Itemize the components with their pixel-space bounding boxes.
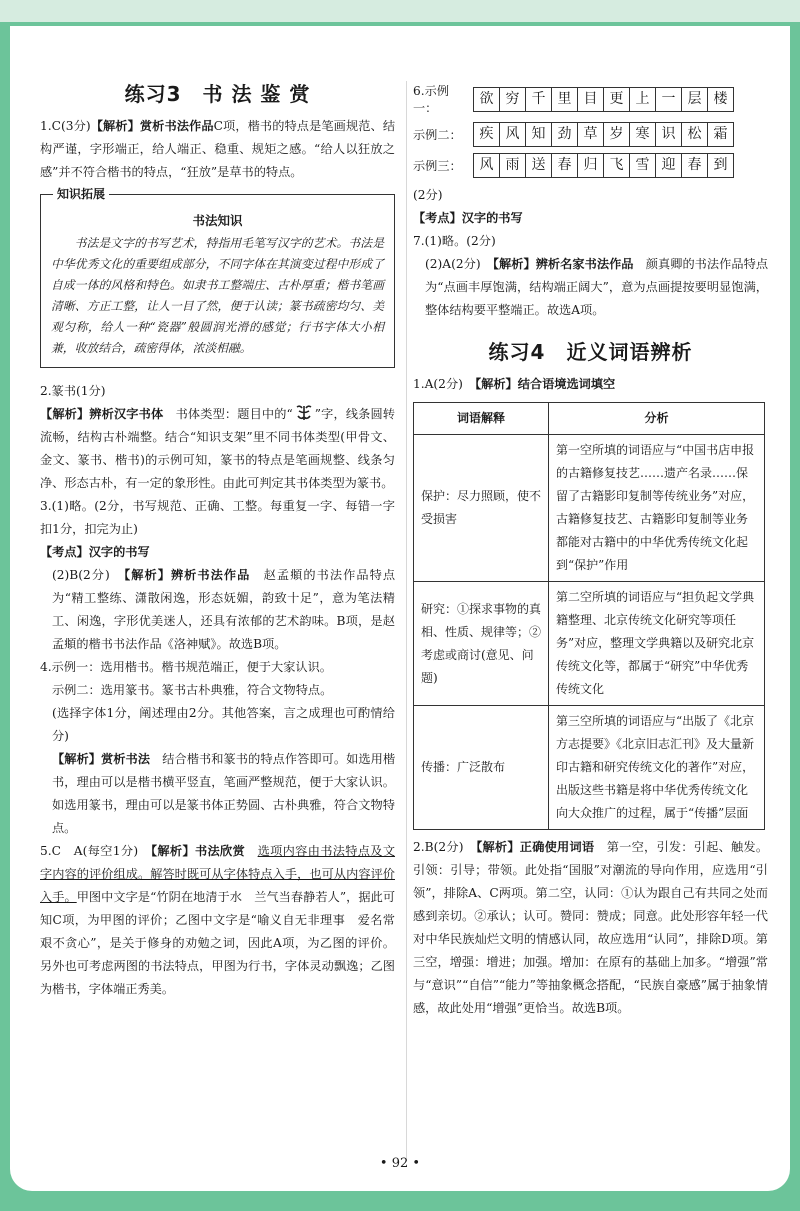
- knowledge-box-title: 书法知识: [192, 213, 243, 228]
- answer-5: [40, 840, 395, 1001]
- answer-7-2-text: 颜真卿的书法作品特点为“点画丰厚饱满，结构端正阔大”，意为点画提按要明显饱满，整体结构要平整端正。故选A项。: [425, 257, 769, 317]
- grid-cell: 穷: [499, 88, 525, 111]
- seal-script-character-icon: [293, 404, 315, 422]
- grid-cell: 霜: [707, 123, 733, 146]
- grid-cell: 松: [681, 123, 707, 146]
- ex4-answer-2: [413, 836, 768, 1020]
- answer-6-kaodian: 【考点】汉字的书写: [413, 211, 523, 225]
- grid-cell: 归: [577, 154, 603, 177]
- answer-4-analysis: [40, 748, 395, 840]
- example-1-label: 6.示例一：: [413, 84, 450, 115]
- table-cell-analysis: 第一空所填的词语应与“中国书店申报的古籍修复技艺……遗产名录……保留了古籍影印复制等传统业务”对应，古籍修复技艺、古籍影印复制等业务都能对古籍中的中华优秀传统文化起到“保护”作用: [549, 435, 765, 582]
- ex4-answer-1: [413, 373, 768, 396]
- grid-cell: 雨: [499, 154, 525, 177]
- grid-cell: 寒: [629, 123, 655, 146]
- exercise-4-title: 练习4 近义词语辨析: [488, 340, 693, 364]
- grid-cell: 欲: [479, 90, 494, 107]
- answer-1-text: C项，楷书的特点是笔画规范、结构严谨，字形端正，给人端正、稳重、规矩之感。“给人以狂放之感”并不符合楷书的特点，“狂放”是草书的特点。: [40, 119, 396, 179]
- example-1-grid: [473, 87, 734, 112]
- example-3-label: 示例三：: [413, 159, 462, 173]
- grid-cell: 层: [681, 88, 707, 111]
- answer-1: [40, 115, 395, 184]
- answer-1-num: 1.C(3分): [40, 119, 91, 133]
- table-cell-word: 传播：广泛散布: [414, 706, 549, 830]
- document-page: [10, 26, 790, 1191]
- grid-cell: 风: [499, 123, 525, 146]
- grid-cell: 草: [577, 123, 603, 146]
- table-cell-analysis: 第三空所填的词语应与“出版了《北京方志提要》《北京旧志汇刊》及大量新印古籍和研究传统文化的著作”对应，出版这些书籍是将中华优秀传统文化向大众推广的过程，属于“传播”层面: [549, 706, 765, 830]
- grid-cell: 春: [551, 154, 577, 177]
- left-column: [40, 78, 395, 1001]
- answer-4-line1: 4.示例一：选用楷书。楷书规范端正，便于大家认识。: [40, 660, 332, 674]
- answer-2-num: 2.篆书(1分): [40, 384, 106, 398]
- answer-4-line3: (选择字体1分，阐述理由2分。其他答案，言之成理也可酌情给分): [52, 706, 395, 743]
- answer-5-underlined: 选项内容由书法特点及文字内容的评价组成。解答时既可从字体特点入手，也可从内容评价入手。: [40, 844, 396, 904]
- top-band: [0, 0, 800, 22]
- example-2-label: 示例二：: [413, 128, 462, 142]
- grid-cell: 雪: [629, 154, 655, 177]
- answer-3-2: [40, 564, 395, 656]
- answer-4-text: 结合楷书和篆书的特点作答即可。如选用楷书，理由可以是楷书横平竖直，笔画严整规范，便于大家认识。如选用篆书，理由可以是篆书体正势圆、古朴典雅，符合文物特点。: [52, 752, 396, 835]
- grid-cell: 飞: [603, 154, 629, 177]
- answer-3-2-tag: 【解析】辨析书法作品: [124, 568, 251, 582]
- knowledge-box-text: 书法是文字的书写艺术，特指用毛笔写汉字的艺术。书法是中华优秀文化的重要组成部分，不同字体在其演变过程中形成了自成一体的风格和特色。如隶书工整端庄、古朴厚重；楷书笔画清晰、方正工整，让人一目了然，便于认读；篆书疏密均匀、美观匀称，给人一种“瓷器”般圆润光滑的感觉；行书字体大小相兼，收放结合，疏密得体，浓淡相融。: [51, 236, 384, 355]
- example-row-2: [413, 122, 768, 147]
- answer-2: [40, 403, 395, 495]
- example-3-grid: [473, 153, 734, 178]
- answer-5-num: 5.C A(每空1分): [40, 844, 139, 858]
- answer-5-tag: 【解析】书法欣赏: [150, 844, 246, 858]
- column-divider: [406, 81, 407, 1161]
- example-row-3: [413, 153, 768, 178]
- answer-7-2-tag: 【解析】辨析名家书法作品: [492, 257, 634, 271]
- answer-3-2-num: (2)B(2分): [52, 568, 110, 582]
- answer-3-2-text: 赵孟頫的书法作品特点为“精工整练、潇散闲逸，形态妩媚，韵致十足”，意为笔法精工、闲逸，字形优美迷人，还具有浓郁的艺术韵味。B项，是赵孟頫的楷书书法作品《洛神赋》。故选B项。: [52, 568, 396, 651]
- grid-cell: 送: [525, 154, 551, 177]
- example-2-grid: [473, 122, 734, 147]
- ex4-answer-2-tag: 【解析】正确使用词语: [476, 840, 595, 854]
- table-header-row: [414, 403, 765, 435]
- grid-cell: 识: [655, 123, 681, 146]
- grid-cell: 一: [655, 88, 681, 111]
- ex4-answer-1-num: 1.A(2分): [413, 377, 463, 391]
- grid-cell: 岁: [603, 123, 629, 146]
- answer-7-1: 7.(1)略。(2分): [413, 234, 496, 248]
- exercise-3-title: 练习3 书 法 鉴 赏: [124, 82, 311, 106]
- answer-6-score: (2分): [413, 188, 443, 202]
- example-row-1: [413, 82, 768, 116]
- ex4-answer-2-text: 第一空，引发：引起、触发。引领：引导；带领。此处指“国服”对潮流的导向作用，应选用“引领”，排除A、C两项。第二空，认同：①认为跟自己有共同之处而感到亲切。②承认；认可。赞同：赞成；同意。此处形容年轻一代对中华民族灿烂文明的情感认同，故应选用“认同”，排除D项。第三空，增强：增进；加强。增加：在原有的基础上加多。“增强”常与“意识”“自信”“能力”等抽象概念搭配，“民族自豪感”属于抽象情感，故此处用“增强”更恰当。故选B项。: [413, 840, 769, 1015]
- table-cell-word: 保护：尽力照顾，使不受损害: [414, 435, 549, 582]
- answer-7-2: [413, 253, 768, 322]
- grid-cell: 里: [551, 88, 577, 111]
- table-row: [414, 582, 765, 706]
- ex4-answer-2-num: 2.B(2分): [413, 840, 464, 854]
- right-column: [413, 82, 768, 1020]
- knowledge-box: [40, 187, 395, 368]
- table-cell-word: 研究：①探求事物的真相、性质、规律等；②考虑或商讨(意见、问题): [414, 582, 549, 706]
- grid-cell: 迎: [655, 154, 681, 177]
- analysis-table: [413, 402, 765, 830]
- answer-7-2-num: (2)A(2分): [425, 257, 481, 271]
- grid-cell: 疾: [479, 126, 494, 142]
- answer-3-1: 3.(1)略。(2分，书写规范、正确、工整。每重复一字、每错一字扣1分，扣完为止): [40, 499, 395, 536]
- grid-cell: 上: [629, 88, 655, 111]
- table-row: [414, 435, 765, 582]
- answer-1-tag: 【解析】赏析书法作品: [90, 119, 214, 133]
- grid-cell: 知: [525, 123, 551, 146]
- grid-cell: 劲: [551, 123, 577, 146]
- knowledge-box-label: 知识拓展: [53, 185, 109, 202]
- answer-5-text: 甲图中文字是“竹阴在地清于水 兰气当春静若人”，据此可知C项，为甲图的评价；乙图中文字是“喻义自无非理事 爱名常艰不贪心”，是关于修身的劝勉之词，因此A项，为乙图的评价。另外也可考虑两图的书法特点，甲图为行书，字体灵动飘逸；乙图为楷书，字体端正秀美。: [40, 890, 396, 996]
- table-header: 分析: [549, 403, 765, 435]
- answer-3-kaodian: 【考点】汉字的书写: [40, 545, 150, 559]
- grid-cell: 更: [603, 88, 629, 111]
- table-header: 词语解释: [414, 403, 549, 435]
- grid-cell: 风: [479, 157, 494, 173]
- answer-2-text-b: ”字，线条圆转流畅，结构古朴端整。结合“知识支架”里不同书体类型(甲骨文、金文、篆书、楷书)的示例可知，篆书的特点是笔画规整、线条匀净、形态古朴，有一定的象形性。由此可判定其书体类型为篆书。: [40, 407, 395, 490]
- answer-2-text-a: 书体类型：题目中的“: [175, 407, 293, 421]
- grid-cell: 春: [681, 154, 707, 177]
- answer-4-line2: 示例二：选用篆书。篆书古朴典雅，符合文物特点。: [52, 683, 333, 697]
- grid-cell: 到: [707, 154, 733, 177]
- grid-cell: 楼: [707, 88, 733, 111]
- grid-cell: 千: [525, 88, 551, 111]
- table-row: [414, 706, 765, 830]
- answer-2-tag: 【解析】辨析汉字书体: [40, 407, 164, 421]
- answer-4-tag: 【解析】赏析书法: [52, 752, 151, 766]
- ex4-answer-1-tag: 【解析】结合语境选词填空: [475, 377, 616, 391]
- table-cell-analysis: 第二空所填的词语应与“担负起文学典籍整理、北京传统文化研究等项任务”对应，整理文学典籍以及研究北京传统文化等，都属于“研究”中华优秀传统文化: [549, 582, 765, 706]
- grid-cell: 目: [577, 88, 603, 111]
- page-number: • 92 •: [379, 1156, 421, 1171]
